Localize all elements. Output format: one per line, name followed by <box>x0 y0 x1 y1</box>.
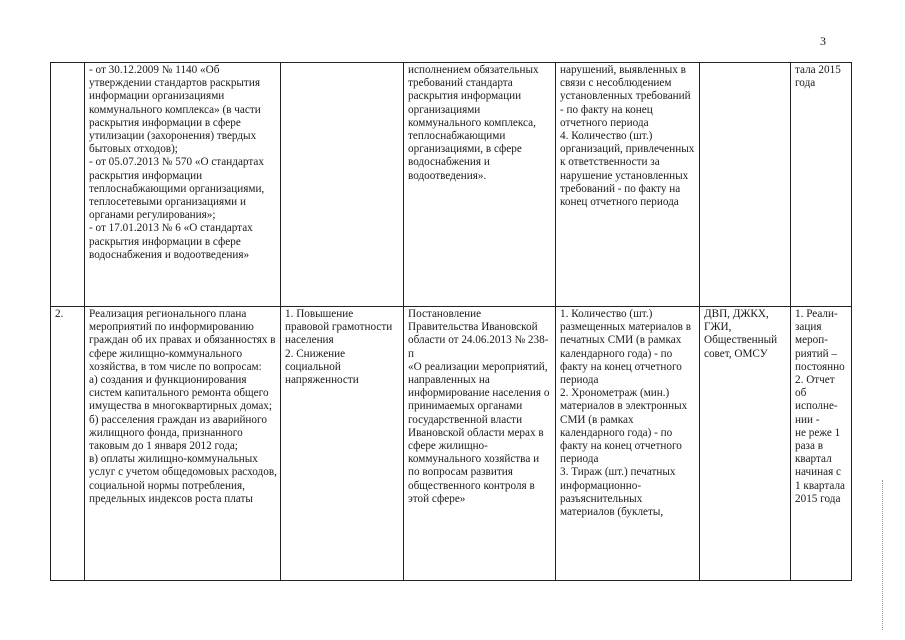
indicators-cell: 1. Количество (шт.) размещенных материалов в печатных СМИ (в рамках календарного года) - по факту на конец отчетного периода 2. Хронометраж (мин.) материалов в электронных СМИ (в рамках календарного года) - по факту на конец отчетного периода 3. Тираж (шт.) печатных информационно-разъяснительных материалов (буклеты, <box>556 307 700 581</box>
measures-table <box>50 62 852 581</box>
scan-margin-marks <box>882 480 885 630</box>
deadline-cell: тала 2015 года <box>791 63 852 307</box>
table-row <box>51 63 852 307</box>
indicators-cell: нарушений, выявленных в связи с несоблюдением установленных требований - по факту на конец отчетного периода 4. Количество (шт.) организаций, привлеченных к ответственности за нарушение установленных требований - по факту на конец отчетного периода <box>556 63 700 307</box>
table-row <box>51 307 852 581</box>
row-number-cell: 2. <box>51 307 85 581</box>
executors-cell: ДВП, ДЖКХ, ГЖИ, Общественный совет, ОМСУ <box>700 307 791 581</box>
row-number-cell <box>51 63 85 307</box>
goals-cell <box>281 63 404 307</box>
basis-cell: Постановление Правительства Ивановской области от 24.06.2013 № 238-п «О реализации мероприятий, направленных на информирование населения о принимаемых органами государственной власти Ивановской области мерах в сфере жилищно-коммунального хозяйства и по вопросам развития общественного контроля в этой сфере» <box>404 307 556 581</box>
basis-cell: исполнением обязательных требований стандарта раскрытия информации организациями коммунального комплекса, теплоснабжающими организациями, в сфере водоснабжения и водоотведения». <box>404 63 556 307</box>
measure-cell: Реализация регионального плана мероприятий по информированию граждан об их правах и обязанностях в сфере жилищно-коммунального хозяйства, в том числе по вопросам: а) создания и функционирования систем капитального ремонта общего имущества в многоквартирных домах; б) расселения граждан из аварийного жилищного фонда, признанного таковым до 1 января 2012 года; в) оплаты жилищно-коммунальных услуг с учетом общедомовых расходов, социальной нормы потребления, предельных индексов роста платы <box>85 307 281 581</box>
goals-cell: 1. Повышение правовой грамотности населения 2. Снижение социальной напряженности <box>281 307 404 581</box>
page-number: 3 <box>820 34 826 48</box>
deadline-cell: 1. Реали- зация мероп- риятий – постоянно 2. Отчет об исполне- нии - не реже 1 раза в квартал начиная с 1 квартала 2015 года <box>791 307 852 581</box>
measure-cell: - от 30.12.2009 № 1140 «Об утверждении стандартов раскрытия информации организациями коммунального комплекса» (в части раскрытия информации в сфере утилизации (захоронения) твердых бытовых отходов); - от 05.07.2013 № 570 «О стандартах раскрытия информации теплоснабжающими организациями, теплосетевыми организациями и органами регулирования»; - от 17.01.2013 № 6 «О стандартах раскрытия информации в сфере водоснабжения и водоотведения» <box>85 63 281 307</box>
executors-cell <box>700 63 791 307</box>
